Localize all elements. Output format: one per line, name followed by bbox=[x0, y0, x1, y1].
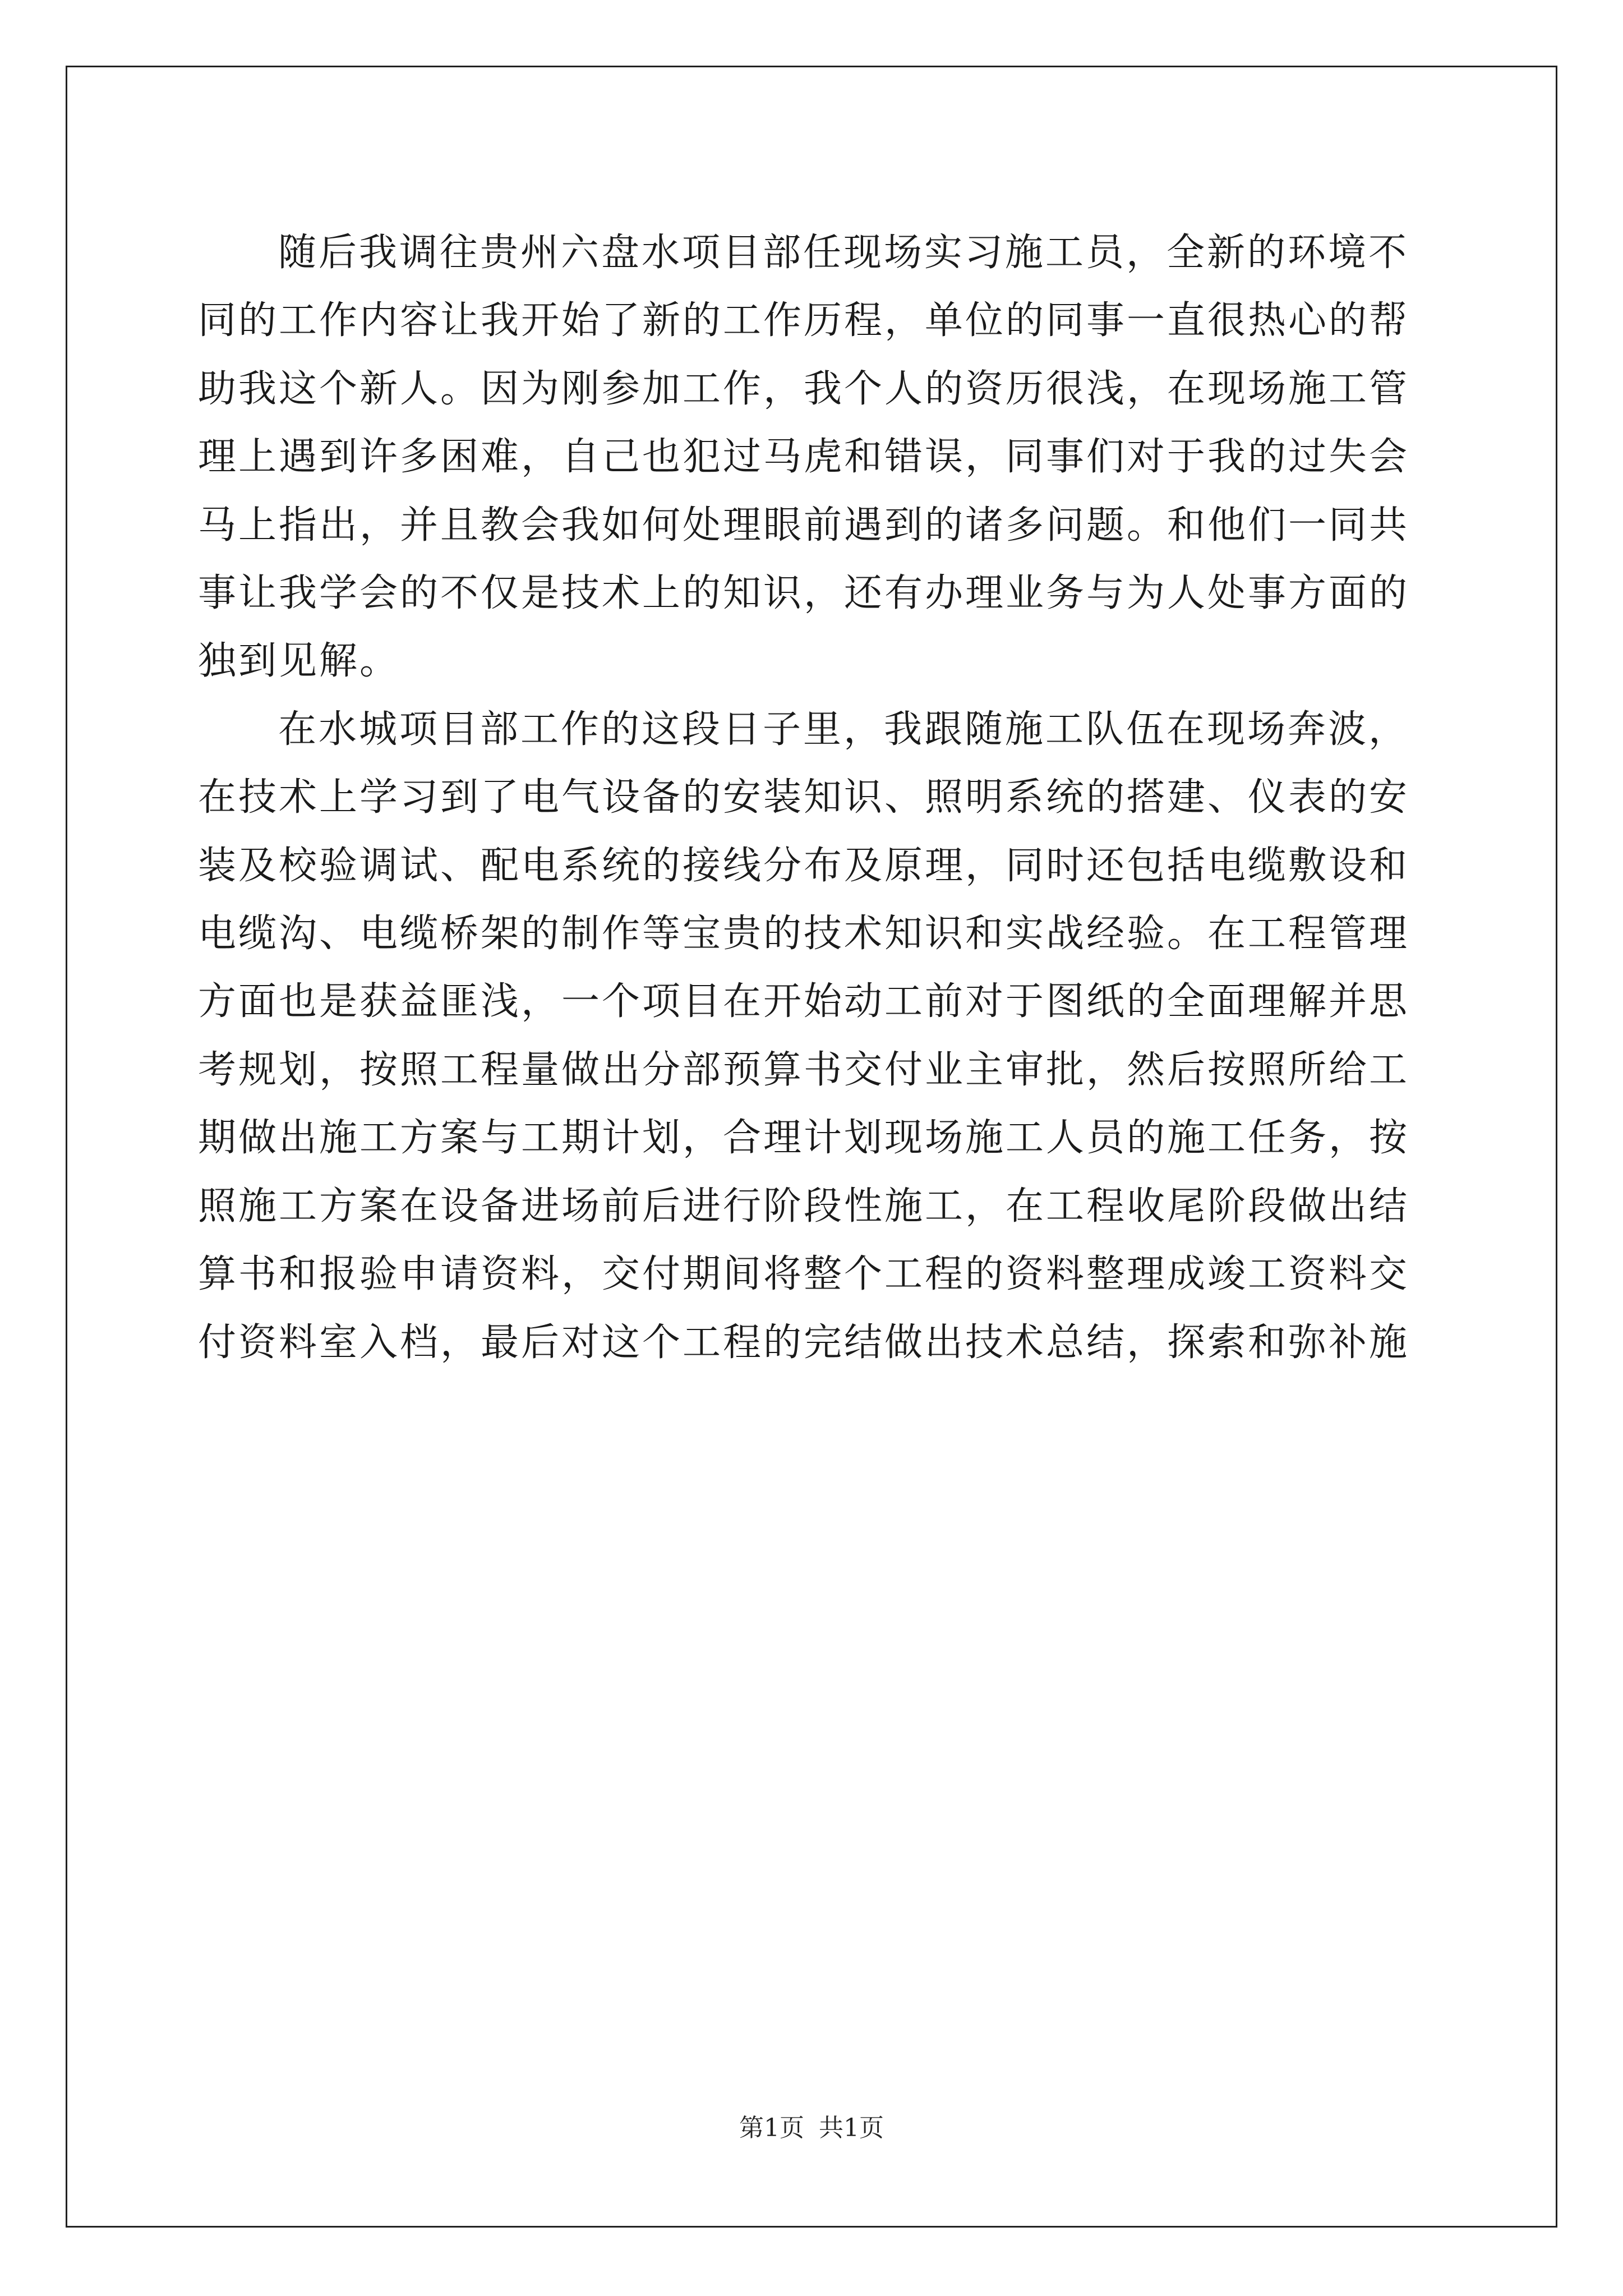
paragraph-1: 随后我调往贵州六盘水项目部任现场实习施工员，全新的环境不 同的工作内容让我开始了新的工作历程，单位的同事一直很热心的帮 助我这个新人。因为刚参加工作，我个人的资历很浅，在现场施工管 理上遇到许多困难，自己也犯过马虎和错误，同事们对于我的过失会 马上指出，并且教会我如何处理眼前遇到的诸多问题。和他们一同共 事让我学会的不仅是技术上的知识，还有办理业务与为人处事方面的 独到见解。 bbox=[198, 231, 1410, 684]
page-number: 第1页 bbox=[739, 2114, 804, 2142]
document-body bbox=[198, 219, 1426, 1377]
page-total: 共1页 bbox=[819, 2114, 884, 2142]
page-footer bbox=[0, 2113, 1623, 2144]
paragraph-2: 在水城项目部工作的这段日子里，我跟随施工队伍在现场奔波， 在技术上学习到了电气设备的安装知识、照明系统的搭建、仪表的安 装及校验调试、配电系统的接线分布及原理，同时还包括电缆敷设和 电缆沟、电缆桥架的制作等宝贵的技术知识和实战经验。在工程管理 方面也是获益匪浅，一个项目在开始动工前对于图纸的全面理解并思 考规划，按照工程量做出分部预算书交付业主审批，然后按照所给工 期做出施工方案与工期计划，合理计划现场施工人员的施工任务，按 照施工方案在设备进场前后进行阶段性施工，在工程收尾阶段做出结 算书和报验申请资料，交付期间将整个工程的资料整理成竣工资料交 付资料室入档，最后对这个工程的完结做出技术总结，探索和弥补施 bbox=[198, 707, 1410, 1365]
